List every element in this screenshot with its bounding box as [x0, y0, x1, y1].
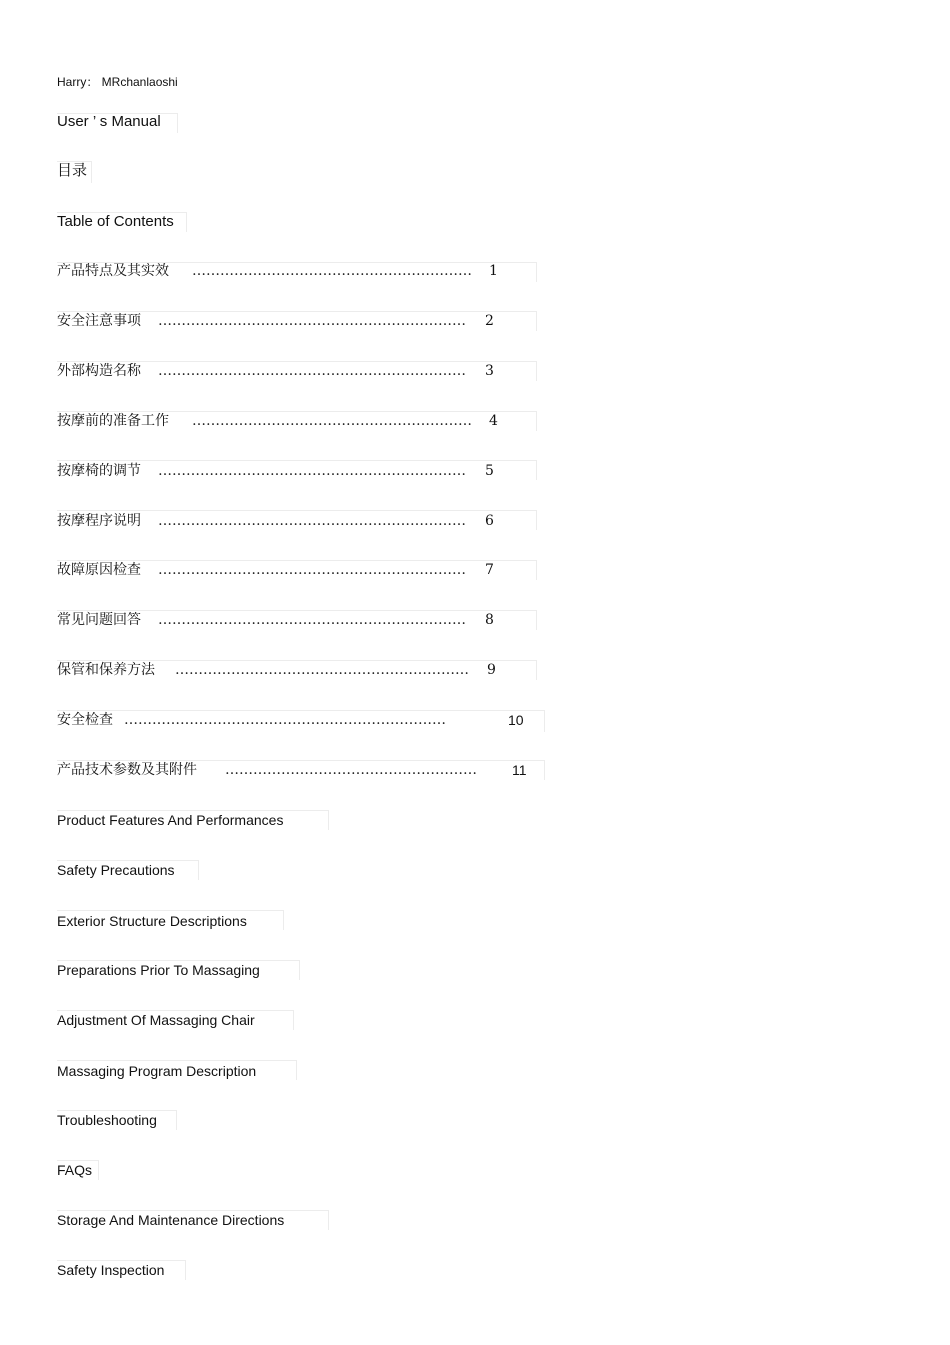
text-box-outline [57, 1260, 186, 1280]
text-box-outline [57, 510, 537, 530]
toc-heading-en: Table of Contents [57, 213, 174, 230]
toc-en-item[interactable]: Safety Precautions [57, 862, 175, 878]
manual-title: User ’ s Manual [57, 113, 161, 130]
text-box-outline [57, 660, 537, 680]
toc-en-item[interactable]: Product Features And Performances [57, 812, 284, 828]
toc-heading-cn: 目录 [57, 161, 88, 179]
toc-entry-page: 11 [512, 762, 527, 778]
toc-entry-title: 安全检查 [57, 712, 113, 728]
toc-leader-dots: ………………………………………………………… [158, 562, 466, 578]
toc-en-item[interactable]: Adjustment Of Massaging Chair [57, 1012, 255, 1028]
toc-entry-title: 故障原因检查 [57, 562, 141, 578]
text-box-outline [57, 810, 329, 830]
text-box-outline [57, 1010, 294, 1030]
toc-entry-page: 6 [485, 513, 494, 529]
toc-entry-page: 2 [485, 313, 494, 329]
toc-entry-title: 产品技术参数及其附件 [57, 762, 197, 778]
toc-leader-dots: ………………………………………………………… [158, 313, 466, 329]
toc-entry-title: 外部构造名称 [57, 363, 141, 379]
toc-en-item[interactable]: Preparations Prior To Massaging [57, 962, 260, 978]
toc-entry-page: 1 [489, 263, 498, 279]
toc-entry-title: 常见问题回答 [57, 612, 141, 628]
text-box-outline [57, 1160, 99, 1180]
text-box-outline [57, 411, 537, 431]
toc-leader-dots: ……………………………………………………… [175, 662, 469, 678]
text-box-outline [57, 262, 537, 282]
toc-entry-title: 按摩椅的调节 [57, 463, 141, 479]
toc-en-item[interactable]: Massaging Program Description [57, 1063, 257, 1079]
toc-en-item[interactable]: Troubleshooting [57, 1112, 157, 1128]
text-box-outline [57, 1060, 297, 1080]
text-box-outline [57, 760, 545, 780]
text-box-outline [57, 860, 199, 880]
toc-en-item[interactable]: Safety Inspection [57, 1262, 165, 1278]
text-box-outline [57, 311, 537, 331]
text-box-outline [57, 460, 537, 480]
text-box-outline [57, 212, 187, 232]
text-box-outline [57, 610, 537, 630]
toc-leader-dots: …………………………………………………… [192, 263, 472, 279]
author-line: Harry： MRchanlaoshi [57, 75, 178, 89]
toc-entry-title: 保管和保养方法 [57, 662, 155, 678]
toc-entry-title: 按摩程序说明 [57, 513, 141, 529]
toc-en-item[interactable]: Storage And Maintenance Directions [57, 1212, 285, 1228]
toc-entry-page: 5 [485, 463, 494, 479]
toc-entry-page: 3 [485, 363, 494, 379]
toc-entry-page: 9 [487, 662, 496, 678]
toc-entry-page: 8 [485, 612, 494, 628]
toc-leader-dots: ………………………………………………………… [158, 463, 466, 479]
text-box-outline [57, 361, 537, 381]
toc-entry-page: 10 [508, 712, 524, 728]
toc-leader-dots: ……………………………………………… [225, 762, 477, 778]
toc-entry-page: 4 [489, 413, 498, 429]
toc-entry-title: 按摩前的准备工作 [57, 413, 169, 429]
toc-leader-dots: ………………………………………………………… [158, 363, 466, 379]
text-box-outline [57, 161, 92, 183]
text-box-outline [57, 960, 300, 980]
toc-en-item[interactable]: FAQs [57, 1162, 93, 1178]
toc-en-item[interactable]: Exterior Structure Descriptions [57, 913, 247, 929]
text-box-outline [57, 710, 545, 732]
toc-entry-title: 安全注意事项 [57, 313, 141, 329]
text-box-outline [57, 1210, 329, 1230]
text-box-outline [57, 560, 537, 580]
toc-leader-dots: …………………………………………………… [192, 413, 472, 429]
toc-leader-dots: ………………………………………………………… [158, 513, 466, 529]
text-box-outline [57, 910, 284, 930]
toc-entry-title: 产品特点及其实效 [57, 263, 169, 279]
text-box-outline [57, 1110, 177, 1130]
toc-leader-dots: …………………………………………………………… [124, 712, 446, 728]
text-box-outline [57, 113, 178, 133]
toc-entry-page: 7 [485, 562, 494, 578]
toc-leader-dots: ………………………………………………………… [158, 612, 466, 628]
